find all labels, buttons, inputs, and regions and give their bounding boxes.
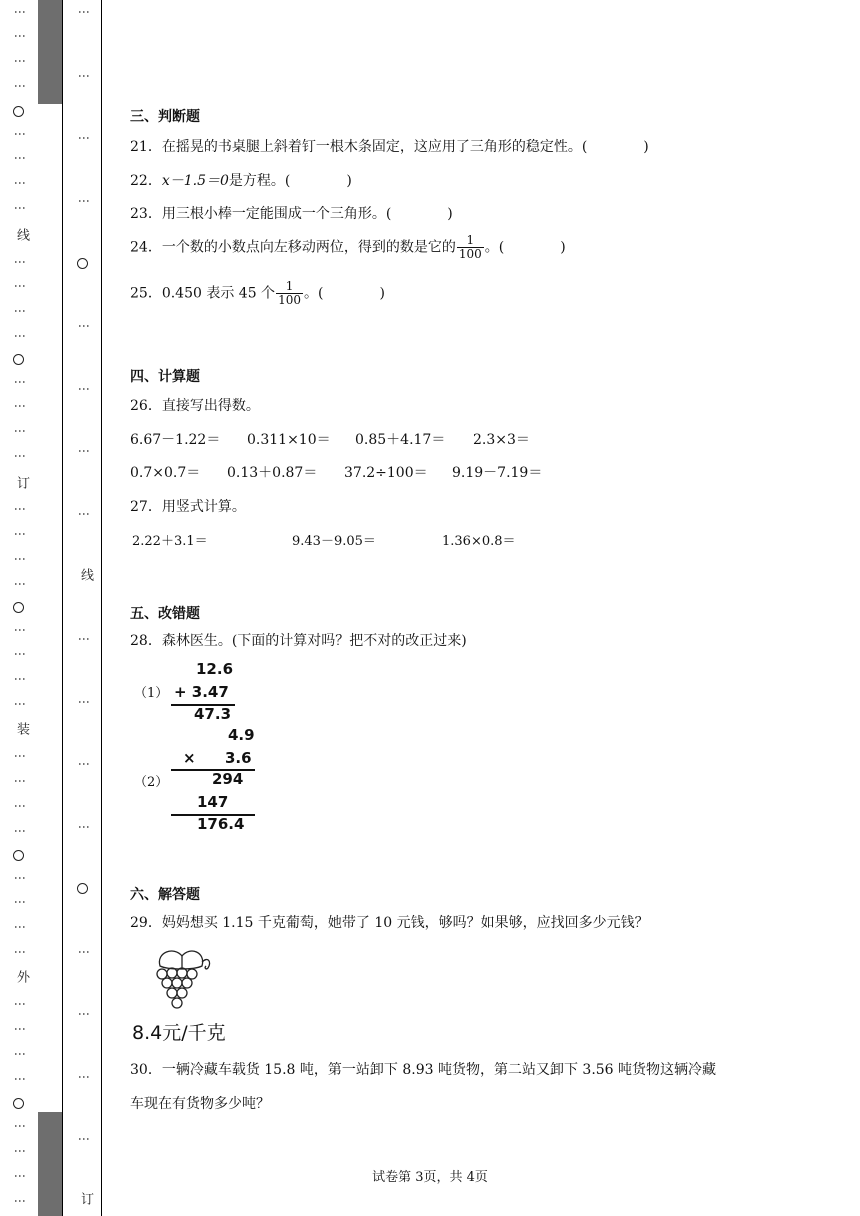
dotted-divider: ⋮ [13,425,27,437]
dotted-divider: ⋮ [77,946,91,958]
binding-label: 线 [14,228,29,241]
dotted-divider: ⋮ [13,825,27,837]
binding-hole-circle [13,354,24,365]
dotted-divider: ⋮ [13,896,27,908]
dotted-divider: ⋮ [77,633,91,645]
binding-hole-circle [77,258,88,269]
dotted-divider: ⋮ [13,503,27,515]
binding-hole-circle [13,850,24,861]
calc-item: 0.13＋0.87＝ [227,465,318,481]
vertical-calc-item: 1.36×0.8＝ [442,534,516,549]
addition-line-2: + 3.47 [174,683,229,701]
fraction: $\frac{1}{100}$ [278,279,301,307]
dotted-divider: ⋮ [13,202,27,214]
binding-label: 订 [78,1192,93,1205]
binding-hole-circle [13,602,24,613]
dotted-divider: ⋮ [13,177,27,189]
dotted-divider: ⋮ [77,508,91,520]
dotted-divider: ⋮ [13,280,27,292]
dotted-divider: ⋮ [13,376,27,388]
dotted-divider: ⋮ [77,6,91,18]
dotted-divider: ⋮ [13,673,27,685]
dotted-divider: ⋮ [77,1133,91,1145]
part-1-label: （1） [134,686,169,701]
binding-label: 外 [14,970,29,983]
dotted-divider: ⋮ [13,648,27,660]
dotted-divider: ⋮ [13,946,27,958]
section-correct-title: 五、改错题 [130,606,200,622]
dotted-divider: ⋮ [77,383,91,395]
dotted-divider: ⋮ [77,821,91,833]
dotted-divider: ⋮ [13,305,27,317]
dotted-divider: ⋮ [13,921,27,933]
calc-item: 6.67－1.22＝ [130,432,221,448]
dotted-divider: ⋮ [13,750,27,762]
dotted-divider: ⋮ [13,578,27,590]
dotted-divider: ⋮ [13,698,27,710]
question-24: 24．一个数的小数点向左移动两位，得到的数是它的 $\frac{1}{100}$ 。( ) [130,233,566,261]
dotted-divider: ⋮ [77,1008,91,1020]
outer-gutter-column [12,0,28,1216]
dotted-divider: ⋮ [77,195,91,207]
dotted-divider: ⋮ [13,624,27,636]
dotted-divider: ⋮ [13,553,27,565]
dotted-divider: ⋮ [77,445,91,457]
question-25: 25．0.450 表示 45 个 $\frac{1}{100}$ 。( ) [130,279,385,307]
multiplication-result: 176.4 [197,815,245,833]
dotted-divider: ⋮ [13,775,27,787]
vertical-calc-item: 9.43－9.05＝ [292,534,376,549]
dotted-divider: ⋮ [77,320,91,332]
dotted-divider: ⋮ [13,450,27,462]
question-26-prompt: 26．直接写出得数。 [130,398,260,414]
dotted-divider: ⋮ [13,80,27,92]
section-compute-title: 四、计算题 [130,369,200,385]
dotted-divider: ⋮ [13,1023,27,1035]
dotted-divider: ⋮ [13,1120,27,1132]
dotted-divider: ⋮ [13,528,27,540]
addition-result: 47.3 [194,705,232,723]
dotted-divider: ⋮ [13,330,27,342]
addition-line-1: 12.6 [196,660,234,678]
dotted-divider: ⋮ [13,1048,27,1060]
question-28-prompt: 28．森林医生。(下面的计算对吗？把不对的改正过来) [130,633,467,649]
page-footer: 试卷第 3页，共 4页 [372,1170,488,1185]
dotted-divider: ⋮ [13,152,27,164]
dotted-divider: ⋮ [77,758,91,770]
question-29-prompt: 29．妈妈想买 1.15 千克葡萄，她带了 10 元钱，够吗？如果够，应找回多少元钱？ [130,915,649,931]
multiplication-line-2: 3.6 [225,749,252,767]
question-23: 23．用三根小棒一定能围成一个三角形。( ) [130,206,453,222]
partial-product-2: 147 [197,793,229,811]
dotted-divider: ⋮ [13,1145,27,1157]
dotted-divider: ⋮ [13,6,27,18]
binding-label: 装 [14,722,29,735]
dotted-divider: ⋮ [13,800,27,812]
section-solve-title: 六、解答题 [130,887,200,903]
dotted-divider: ⋮ [77,696,91,708]
binding-hole-circle [13,106,24,117]
dotted-divider: ⋮ [13,30,27,42]
part-2-label: （2） [134,775,169,790]
section-judge-title: 三、判断题 [130,109,200,125]
dotted-divider: ⋮ [13,1073,27,1085]
calc-item: 2.3×3＝ [473,432,530,448]
dotted-divider: ⋮ [13,998,27,1010]
dotted-divider: ⋮ [77,70,91,82]
fraction: $\frac{1}{100}$ [458,233,482,261]
dotted-divider: ⋮ [13,128,27,140]
calc-item: 0.85＋4.17＝ [355,432,446,448]
calc-item: 0.311×10＝ [247,432,331,448]
equation: x－1.5＝0 [161,173,229,189]
calc-item: 9.19－7.19＝ [452,465,543,481]
calc-item: 37.2÷100＝ [344,465,428,481]
dotted-divider: ⋮ [13,256,27,268]
dotted-divider: ⋮ [77,1071,91,1083]
binding-label: 订 [14,476,29,489]
inner-gutter-column [76,0,92,1216]
dotted-divider: ⋮ [13,1195,27,1207]
binding-hole-circle [13,1098,24,1109]
binding-band-bottom-shade [38,1112,62,1216]
dotted-divider: ⋮ [77,132,91,144]
binding-label: 线 [78,568,93,581]
binding-margin-band [38,0,63,1216]
question-22: 22．x－1.5＝0是方程。( ) [130,173,352,189]
dotted-divider: ⋮ [13,1170,27,1182]
dotted-divider: ⋮ [13,400,27,412]
question-30-line-2: 车现在有货物多少吨？ [130,1096,270,1112]
calc-item: 0.7×0.7＝ [130,465,201,481]
binding-band-top-shade [38,0,62,104]
dotted-divider: ⋮ [13,872,27,884]
dotted-divider: ⋮ [13,55,27,67]
question-21: 21．在摇晃的书桌腿上斜着钉一根木条固定，这应用了三角形的稳定性。( ) [130,139,649,155]
question-30-line-1: 30．一辆冷藏车载货 15.8 吨，第一站卸下 8.93 吨货物，第二站又卸下 3.56 吨货物这辆冷藏 [130,1062,717,1078]
vertical-calc-item: 2.22＋3.1＝ [132,534,208,549]
partial-product-1: 294 [212,770,244,788]
question-27-prompt: 27．用竖式计算。 [130,499,246,515]
price-tag: 8.4元/千克 [132,1022,226,1044]
multiplication-line-1: 4.9 [228,726,255,744]
multiply-sign: × [183,749,196,767]
grapes-icon [146,944,218,1018]
binding-hole-circle [77,883,88,894]
